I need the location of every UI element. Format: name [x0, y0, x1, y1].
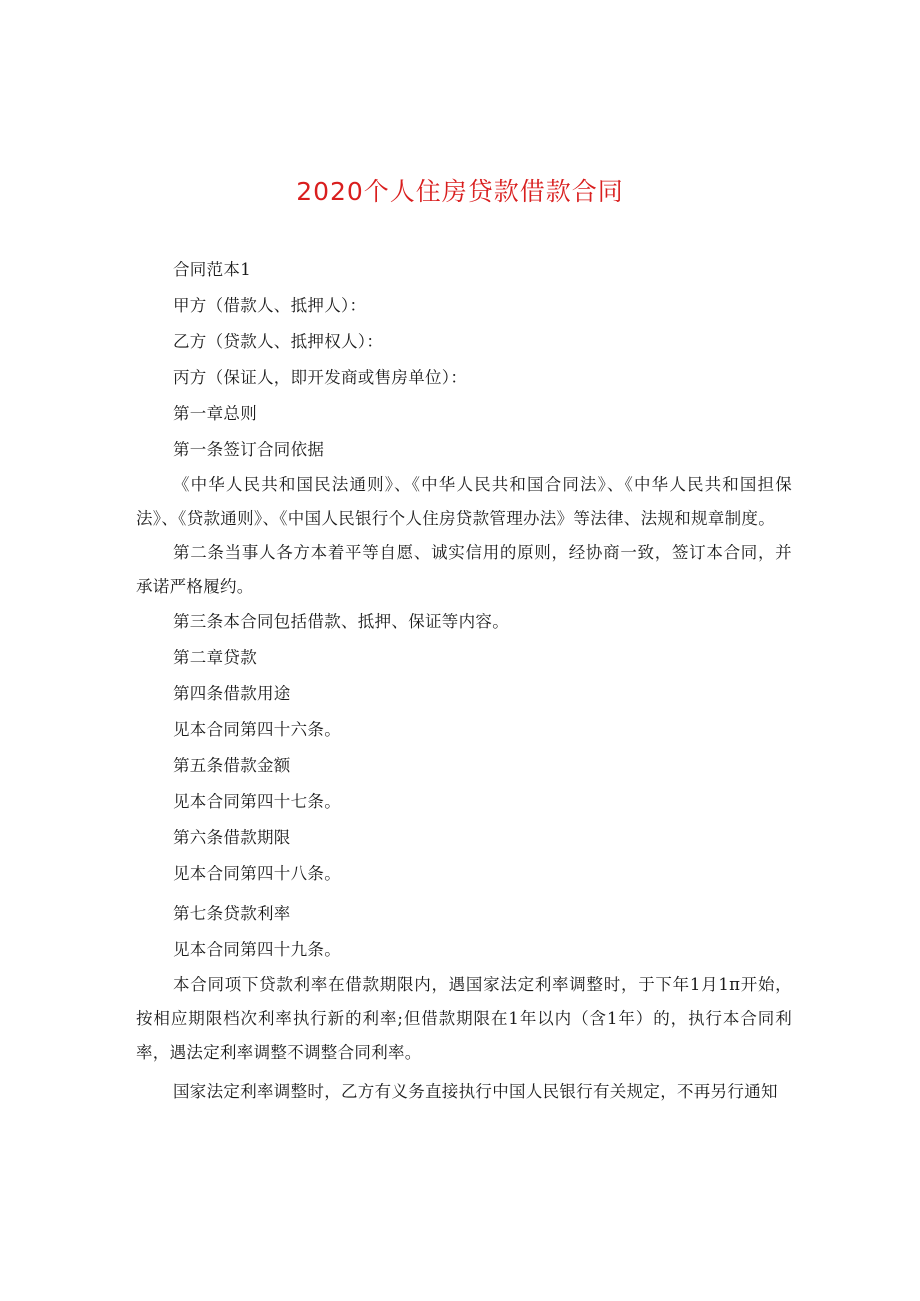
paragraph-reference: 见本合同第四十七条。 — [173, 792, 341, 811]
paragraph-reference: 见本合同第四十九条。 — [173, 940, 341, 959]
paragraph-contract-template: 合同范本1 — [173, 260, 251, 279]
paragraph-party-a: 甲方（借款人、抵押人）： — [173, 296, 367, 315]
document-body — [136, 252, 792, 1110]
article-heading: 第七条贷款利率 — [173, 904, 291, 923]
chapter-heading: 第二章贷款 — [173, 648, 257, 667]
paragraph-interest-adjustment: 本合同项下贷款利率在借款期限内，遇国家法定利率调整时，于下年1月1π开始，按相应期限档次利率执行新的利率;但借款期限在1年以内（含1年）的，执行本合同利率，遇法定利率调整不调整合同利率。 — [136, 975, 792, 1062]
paragraph-rate-notice: 国家法定利率调整时，乙方有义务直接执行中国人民银行有关规定，不再另行通知 — [173, 1082, 778, 1101]
paragraph-article-3: 第三条本合同包括借款、抵押、保证等内容。 — [173, 612, 509, 631]
paragraph-party-b: 乙方（贷款人、抵押权人）： — [173, 332, 384, 351]
article-heading: 第六条借款期限 — [173, 828, 291, 847]
chapter-heading: 第一章总则 — [173, 404, 257, 423]
paragraph-party-c: 丙方（保证人，即开发商或售房单位）： — [173, 368, 468, 387]
paragraph-article-2: 第二条当事人各方本着平等自愿、诚实信用的原则，经协商一致，签订本合同，并承诺严格履约。 — [136, 543, 792, 596]
article-heading: 第四条借款用途 — [173, 684, 291, 703]
paragraph-basis: 《中华人民共和国民法通则》、《中华人民共和国合同法》、《中华人民共和国担保法》、《贷款通则》、《中国人民银行个人住房贷款管理办法》等法律、法规和规章制度。 — [136, 475, 792, 528]
paragraph-reference: 见本合同第四十八条。 — [173, 864, 341, 883]
paragraph-reference: 见本合同第四十六条。 — [173, 720, 341, 739]
article-heading: 第五条借款金额 — [173, 756, 291, 775]
document-title: 2020个人住房贷款借款合同 — [296, 177, 624, 206]
article-heading: 第一条签订合同依据 — [173, 440, 325, 459]
